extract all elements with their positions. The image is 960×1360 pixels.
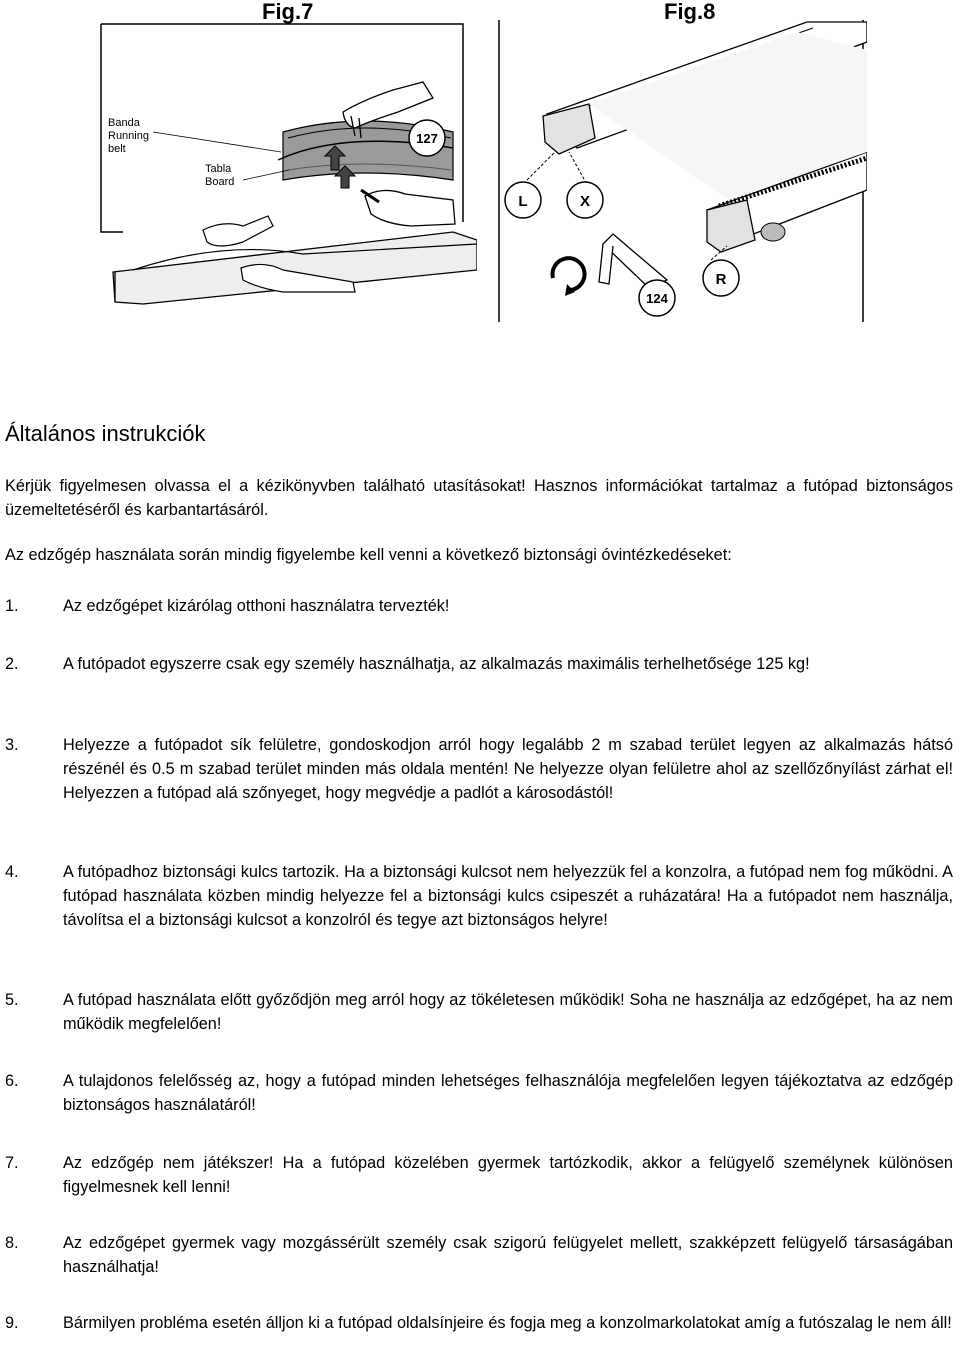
list-item-number: 8.	[5, 1234, 19, 1252]
fig7-label-board: Board	[205, 176, 235, 188]
list-item	[5, 1151, 953, 1199]
intro-paragraph: Az edzőgép használata során mindig figyelembe kell venni a következő biztonsági óvintézkedéseket:	[5, 546, 732, 564]
list-item	[5, 988, 953, 1036]
list-item	[5, 860, 953, 932]
list-item-text: Az edzőgépet gyermek vagy mozgássérült személy csak szigorú felügyelet mellett, szakképzett felügyelő társaságában használhatja!	[63, 1234, 953, 1276]
list-item-text: A futópadot egyszerre csak egy személy használhatja, az alkalmazás maximális terhelhetősége 125 kg!	[63, 655, 810, 673]
fig8-illustration	[497, 20, 867, 324]
fig8-label-r: R	[715, 271, 727, 288]
fig7-label-belt: belt	[108, 143, 126, 155]
list-item-number: 4.	[5, 863, 19, 881]
list-item-number: 1.	[5, 597, 19, 615]
list-item-number: 6.	[5, 1072, 19, 1090]
list-item-text: A tulajdonos felelősség az, hogy a futópad minden lehetséges felhasználója megfelelően legyen tájékoztatva az edzőgép biztonságos használatáról!	[63, 1072, 953, 1114]
fig7-label-tabla: Tabla	[205, 163, 232, 175]
list-item	[5, 652, 953, 676]
list-item-number: 2.	[5, 655, 19, 673]
list-item-text: A futópadhoz biztonsági kulcs tartozik. Ha a biztonsági kulcsot nem helyezzük fel a konzolra, a futópad nem fog működni. A futópad használata közben mindig helyezze fel a biztonsági kulcs csipeszét a ruházatára! Ha a futópadot nem használja, távolítsa el a biztonsági kulcsot a konzolról és tegye azt biztonságos helyre!	[63, 863, 953, 929]
fig7-title: Fig.7	[262, 0, 314, 24]
fig7-label-band: Banda	[108, 117, 140, 129]
section-heading: Általános instrukciók	[5, 421, 206, 446]
list-item	[5, 733, 953, 805]
list-item-text: A futópad használata előtt győződjön meg arról hogy az tökéletesen működik! Soha ne használja az edzőgépet, ha az nem működik megfelelően!	[63, 991, 953, 1033]
list-item-number: 5.	[5, 991, 19, 1009]
intro-paragraph: Kérjük figyelmesen olvassa el a kézikönyvben található utasításokat! Hasznos információkat tartalmaz a futópad biztonságos üzemeltetéséről és karbantartásáról.	[5, 477, 953, 519]
list-item-number: 7.	[5, 1154, 19, 1172]
list-item-text: Az edzőgépet kizárólag otthoni használatra tervezték!	[63, 597, 450, 615]
list-item-text: Bármilyen probléma esetén álljon ki a futópad oldalsínjeire és fogja meg a konzolmarkolatokat amíg a futószalag le nem áll!	[63, 1314, 952, 1332]
fig7-illustration	[93, 20, 477, 308]
list-item	[5, 1231, 953, 1279]
list-item-number: 3.	[5, 736, 19, 754]
list-item-number: 9.	[5, 1314, 19, 1332]
fig8-title: Fig.8	[664, 0, 716, 24]
list-item-text: Helyezze a futópadot sík felületre, gondoskodjon arról hogy legalább 2 m szabad terület legyen az alkalmazás hátsó részénél és 0.5 m szabad terület minden más oldala mentén! Ne helyezze olyan felületre ahol az szellőzőnyílást zárhat el! Helyezzen a futópad alá szőnyeget, hogy megvédje a padlót a károsodástól!	[63, 736, 953, 802]
list-item	[5, 1311, 953, 1335]
fig8-label-l: L	[518, 193, 528, 210]
fig8-label-x: X	[579, 193, 591, 210]
list-item	[5, 1069, 953, 1117]
list-item-text: Az edzőgép nem játékszer! Ha a futópad közelében gyermek tartózkodik, akkor a felügyelő személynek különösen figyelmesnek kell lenni!	[63, 1154, 953, 1196]
fig7-part-number: 127	[416, 131, 438, 146]
list-item	[5, 594, 953, 618]
fig7-label-running: Running	[108, 130, 149, 142]
fig8-part-number: 124	[646, 291, 668, 306]
